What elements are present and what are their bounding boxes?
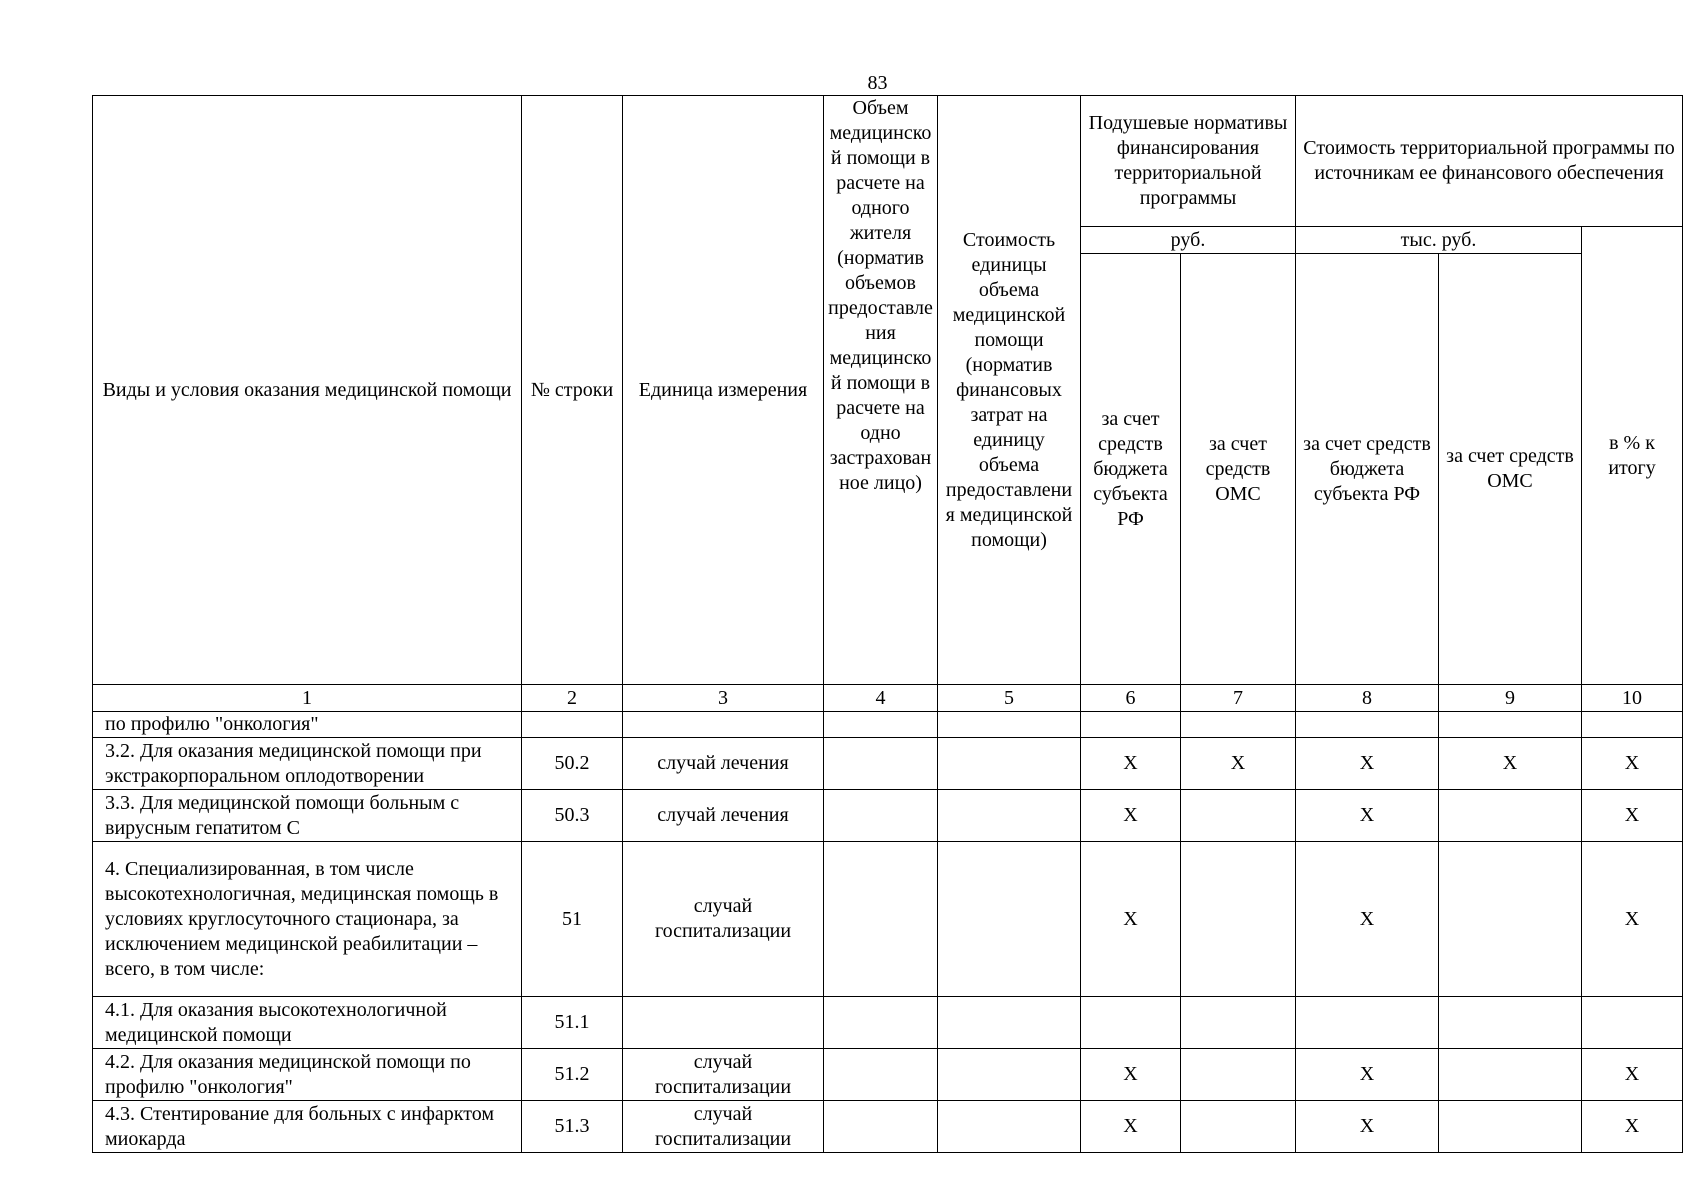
row-c5	[938, 997, 1081, 1049]
row-c4	[824, 1101, 938, 1153]
header-budget-per-capita: за счет средств бюджета субъекта РФ	[1081, 254, 1181, 685]
row-unit: случай лечения	[623, 738, 824, 790]
header-oms-per-capita: за счет средств ОМС	[1181, 254, 1296, 685]
column-number: 7	[1181, 685, 1296, 712]
row-c7	[1181, 842, 1296, 997]
table-row	[93, 712, 1683, 738]
row-c8: Х	[1296, 1101, 1439, 1153]
row-c9	[1439, 790, 1582, 842]
header-unit-rub: руб.	[1081, 227, 1296, 254]
row-unit	[623, 712, 824, 738]
row-c6: Х	[1081, 842, 1181, 997]
row-c9	[1439, 712, 1582, 738]
row-line: 50.2	[522, 738, 623, 790]
row-line	[522, 712, 623, 738]
row-c6	[1081, 997, 1181, 1049]
row-c7	[1181, 790, 1296, 842]
row-c4	[824, 790, 938, 842]
row-c5	[938, 738, 1081, 790]
header-types-conditions: Виды и условия оказания медицинской помощи	[93, 96, 522, 685]
row-c6	[1081, 712, 1181, 738]
row-c7	[1181, 997, 1296, 1049]
row-line: 51.1	[522, 997, 623, 1049]
table-row	[93, 1101, 1683, 1153]
column-number: 8	[1296, 685, 1439, 712]
row-c5	[938, 1049, 1081, 1101]
column-number: 5	[938, 685, 1081, 712]
row-name: 4. Специализированная, в том числе высокотехнологичная, медицинская помощь в условиях круглосуточного стационара, за исключением медицинской реабилитации – всего, в том числе:	[93, 842, 522, 997]
column-numbers-row	[93, 685, 1683, 712]
row-c6: Х	[1081, 1049, 1181, 1101]
column-number: 2	[522, 685, 623, 712]
row-name: 4.2. Для оказания медицинской помощи по профилю "онкология"	[93, 1049, 522, 1101]
row-c10: Х	[1582, 842, 1683, 997]
row-c8	[1296, 712, 1439, 738]
row-c4	[824, 712, 938, 738]
row-c8: Х	[1296, 738, 1439, 790]
row-name: 3.3. Для медицинской помощи больным с вирусным гепатитом С	[93, 790, 522, 842]
header-unit-thousand-rub: тыс. руб.	[1296, 227, 1582, 254]
column-number: 9	[1439, 685, 1582, 712]
row-c8: Х	[1296, 1049, 1439, 1101]
row-c10: Х	[1582, 1049, 1683, 1101]
row-line: 50.3	[522, 790, 623, 842]
row-c10: Х	[1582, 738, 1683, 790]
header-percent-total: в % к итогу	[1582, 227, 1683, 685]
row-name: по профилю "онкология"	[93, 712, 522, 738]
row-c4	[824, 1049, 938, 1101]
row-c5	[938, 712, 1081, 738]
financing-table	[92, 95, 1683, 1153]
row-c9	[1439, 842, 1582, 997]
row-c8	[1296, 997, 1439, 1049]
row-c6: Х	[1081, 738, 1181, 790]
row-c8: Х	[1296, 790, 1439, 842]
row-c4	[824, 738, 938, 790]
row-c10	[1582, 712, 1683, 738]
row-c9	[1439, 1101, 1582, 1153]
row-c7: Х	[1181, 738, 1296, 790]
row-unit: случай госпитализации	[623, 1101, 824, 1153]
row-c5	[938, 842, 1081, 997]
row-c10	[1582, 997, 1683, 1049]
row-line: 51.2	[522, 1049, 623, 1101]
row-name: 3.2. Для оказания медицинской помощи при экстракорпоральном оплодотворении	[93, 738, 522, 790]
row-c8: Х	[1296, 842, 1439, 997]
header-group-cost: Стоимость территориальной программы по источникам ее финансового обеспечения	[1296, 96, 1683, 227]
header-budget-cost: за счет средств бюджета субъекта РФ	[1296, 254, 1439, 685]
row-c7	[1181, 1049, 1296, 1101]
row-line: 51.3	[522, 1101, 623, 1153]
column-number: 6	[1081, 685, 1181, 712]
table-row	[93, 738, 1683, 790]
row-unit: случай госпитализации	[623, 1049, 824, 1101]
header-line-number: № строки	[522, 96, 623, 685]
row-c9: Х	[1439, 738, 1582, 790]
header-volume: Объем медицинской помощи в расчете на одного жителя (норматив объемов предоставления медицинской помощи в расчете на одно застрахованное лицо)	[824, 96, 938, 685]
row-unit	[623, 997, 824, 1049]
row-c7	[1181, 712, 1296, 738]
row-line: 51	[522, 842, 623, 997]
row-c10: Х	[1582, 790, 1683, 842]
row-unit: случай лечения	[623, 790, 824, 842]
header-group-per-capita: Подушевые нормативы финансирования территориальной программы	[1081, 96, 1296, 227]
row-name: 4.1. Для оказания высокотехнологичной медицинской помощи	[93, 997, 522, 1049]
row-c9	[1439, 997, 1582, 1049]
row-name: 4.3. Стентирование для больных с инфарктом миокарда	[93, 1101, 522, 1153]
row-c7	[1181, 1101, 1296, 1153]
row-unit: случай госпитализации	[623, 842, 824, 997]
header-oms-cost: за счет средств ОМС	[1439, 254, 1582, 685]
row-c6: Х	[1081, 1101, 1181, 1153]
row-c5	[938, 1101, 1081, 1153]
table-row	[93, 842, 1683, 997]
row-c6: Х	[1081, 790, 1181, 842]
header-unit: Единица измерения	[623, 96, 824, 685]
row-c10: Х	[1582, 1101, 1683, 1153]
table-row	[93, 1049, 1683, 1101]
column-number: 4	[824, 685, 938, 712]
column-number: 3	[623, 685, 824, 712]
header-unit-cost: Стоимость единицы объема медицинской помощи (норматив финансовых затрат на единицу объема предоставления медицинской помощи)	[938, 96, 1081, 685]
table-row	[93, 790, 1683, 842]
row-c4	[824, 842, 938, 997]
row-c5	[938, 790, 1081, 842]
table-row	[93, 997, 1683, 1049]
row-c4	[824, 997, 938, 1049]
column-number: 1	[93, 685, 522, 712]
row-c9	[1439, 1049, 1582, 1101]
page-number: 83	[867, 72, 888, 94]
column-number: 10	[1582, 685, 1683, 712]
